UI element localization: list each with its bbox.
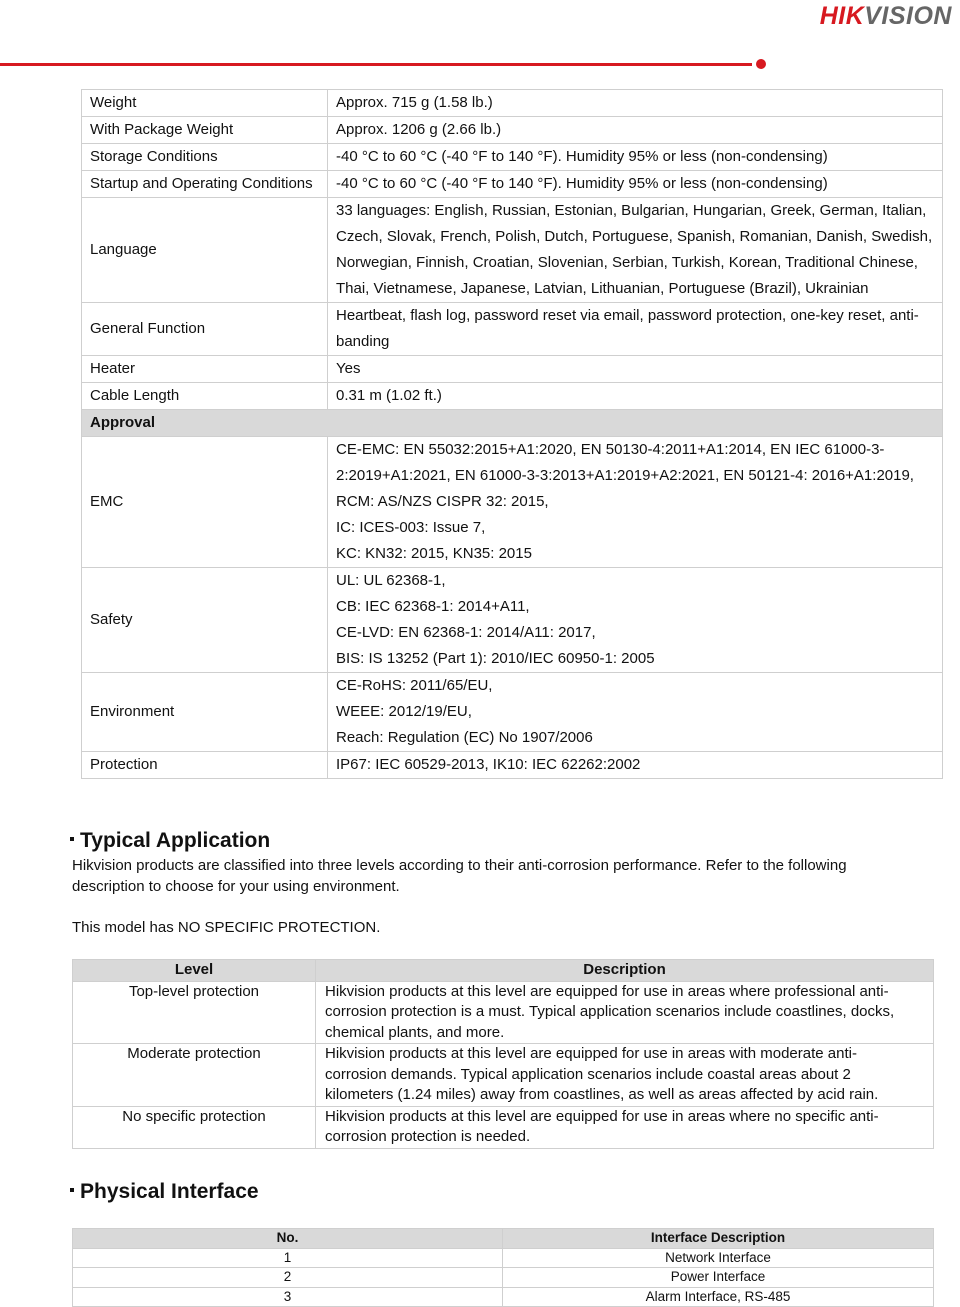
spec-value-line: 33 languages: English, Russian, Estonian, Bulgarian, Hungarian, Greek, German, Italian, Czech, Slovak, French, Polish, Dutch, Portuguese, Spanish, Romanian, Danish, Swedish, Norwegian, Finnish, Croatian, Slovenian, Serbian, Turkish, Korean, Traditional Chinese, Thai, Vietnamese, Japanese, Latvian, Lithuanian, Portuguese (Brazil), Ukrainian <box>336 202 933 297</box>
spec-value <box>328 90 943 117</box>
interface-description: Power Interface <box>503 1268 934 1288</box>
spec-row <box>82 673 943 752</box>
spec-key: Startup and Operating Conditions <box>82 171 328 198</box>
column-header-level: Level <box>73 960 316 982</box>
spec-value-line: 0.31 m (1.02 ft.) <box>336 387 442 404</box>
bullet-square-icon <box>70 837 74 841</box>
spec-row <box>82 144 943 171</box>
interface-row <box>73 1287 934 1307</box>
spec-value <box>328 752 943 779</box>
protection-level: No specific protection <box>73 1106 316 1148</box>
spec-value-line: Heartbeat, flash log, password reset via email, password protection, one-key reset, anti-banding <box>336 307 919 350</box>
spec-value <box>328 303 943 356</box>
spec-value <box>328 117 943 144</box>
spec-value <box>328 144 943 171</box>
typical-application-heading: Typical Application <box>70 829 270 853</box>
spec-row <box>82 171 943 198</box>
spec-key: Storage Conditions <box>82 144 328 171</box>
bullet-square-icon <box>70 1188 74 1192</box>
spec-key: Heater <box>82 356 328 383</box>
interface-row <box>73 1268 934 1288</box>
spec-value-line: CE-RoHS: 2011/65/EU, <box>336 677 493 694</box>
protection-level-table <box>72 959 934 1149</box>
spec-value-line: -40 °C to 60 °C (-40 °F to 140 °F). Humidity 95% or less (non-condensing) <box>336 175 828 192</box>
spec-value-line: Yes <box>336 360 361 377</box>
spec-value-line: KC: KN32: 2015, KN35: 2015 <box>336 545 532 562</box>
spec-value-line: BIS: IS 13252 (Part 1): 2010/IEC 60950-1: 2005 <box>336 650 655 667</box>
spec-key: EMC <box>82 437 328 568</box>
interface-description: Network Interface <box>503 1248 934 1268</box>
spec-key: Cable Length <box>82 383 328 410</box>
spec-row <box>82 383 943 410</box>
protection-note: This model has NO SPECIFIC PROTECTION. <box>72 919 381 936</box>
interface-description: Alarm Interface, RS-485 <box>503 1287 934 1307</box>
spec-key: Protection <box>82 752 328 779</box>
spec-row <box>82 303 943 356</box>
spec-value-line: IC: ICES-003: Issue 7, <box>336 519 486 536</box>
logo-red-part: HIK <box>819 2 865 30</box>
column-header-description: Description <box>316 960 934 982</box>
spec-row <box>82 568 943 673</box>
spec-value <box>328 356 943 383</box>
protection-description: Hikvision products at this level are equipped for use in areas with moderate anti-corrosion demands. Typical application scenarios include coastal areas about 2 kilometers (1.24 miles) away from coastlines, as well as areas affected by acid rain. <box>316 1044 934 1107</box>
column-header-interface-description: Interface Description <box>503 1229 934 1249</box>
logo-grey-part: VISION <box>864 2 952 30</box>
interface-row <box>73 1248 934 1268</box>
spec-key: Weight <box>82 90 328 117</box>
protection-description: Hikvision products at this level are equipped for use in areas where no specific anti-corrosion protection is needed. <box>316 1106 934 1148</box>
spec-value <box>328 198 943 303</box>
spec-value-line: CE-EMC: EN 55032:2015+A1:2020, EN 50130-4:2011+A1:2014, EN IEC 61000-3-2:2019+A1:2021, EN 61000-3-3:2013+A1:2019+A2:2021, EN 50121-4: 2016+A1:2019, <box>336 441 914 484</box>
column-header-no: No. <box>73 1229 503 1249</box>
spec-key: Environment <box>82 673 328 752</box>
spec-row <box>82 356 943 383</box>
protection-level: Top-level protection <box>73 981 316 1044</box>
spec-row <box>82 198 943 303</box>
spec-value <box>328 673 943 752</box>
protection-level-row <box>73 981 934 1044</box>
spec-value-line: CB: IEC 62368-1: 2014+A11, <box>336 598 530 615</box>
spec-value-line: CE-LVD: EN 62368-1: 2014/A11: 2017, <box>336 624 596 641</box>
spec-key: Language <box>82 198 328 303</box>
spec-key: General Function <box>82 303 328 356</box>
spec-value-line: Approx. 715 g (1.58 lb.) <box>336 94 493 111</box>
spec-value-line: UL: UL 62368-1, <box>336 572 446 589</box>
physical-interface-heading: Physical Interface <box>70 1180 259 1204</box>
interface-number: 1 <box>73 1248 503 1268</box>
spec-key: With Package Weight <box>82 117 328 144</box>
header-rule <box>0 63 752 66</box>
protection-level: Moderate protection <box>73 1044 316 1107</box>
typical-intro: Hikvision products are classified into three levels according to their anti-corrosion performance. Refer to the following description to choose for your using environment. <box>72 857 847 895</box>
protection-level-row <box>73 1106 934 1148</box>
spec-table <box>81 89 943 779</box>
spec-value <box>328 437 943 568</box>
spec-value-line: -40 °C to 60 °C (-40 °F to 140 °F). Humidity 95% or less (non-condensing) <box>336 148 828 165</box>
spec-value-line: Reach: Regulation (EC) No 1907/2006 <box>336 729 593 746</box>
spec-value-line: IP67: IEC 60529-2013, IK10: IEC 62262:2002 <box>336 756 641 773</box>
physical-interface-table <box>72 1228 934 1307</box>
hikvision-logo <box>820 2 952 31</box>
header-rule-dot <box>756 59 766 69</box>
spec-row <box>82 752 943 779</box>
spec-value <box>328 568 943 673</box>
protection-description: Hikvision products at this level are equipped for use in areas where professional anti-corrosion protection is a must. Typical application scenarios include coastlines, docks, chemical plants, and more. <box>316 981 934 1044</box>
spec-value <box>328 171 943 198</box>
spec-row <box>82 117 943 144</box>
interface-number: 2 <box>73 1268 503 1288</box>
spec-section-title: Approval <box>82 410 943 437</box>
spec-key: Safety <box>82 568 328 673</box>
spec-value <box>328 383 943 410</box>
spec-value-line: Approx. 1206 g (2.66 lb.) <box>336 121 502 138</box>
interface-number: 3 <box>73 1287 503 1307</box>
spec-value-line: WEEE: 2012/19/EU, <box>336 703 472 720</box>
spec-section-row <box>82 410 943 437</box>
spec-row <box>82 90 943 117</box>
protection-level-row <box>73 1044 934 1107</box>
spec-row <box>82 437 943 568</box>
spec-value-line: RCM: AS/NZS CISPR 32: 2015, <box>336 493 549 510</box>
